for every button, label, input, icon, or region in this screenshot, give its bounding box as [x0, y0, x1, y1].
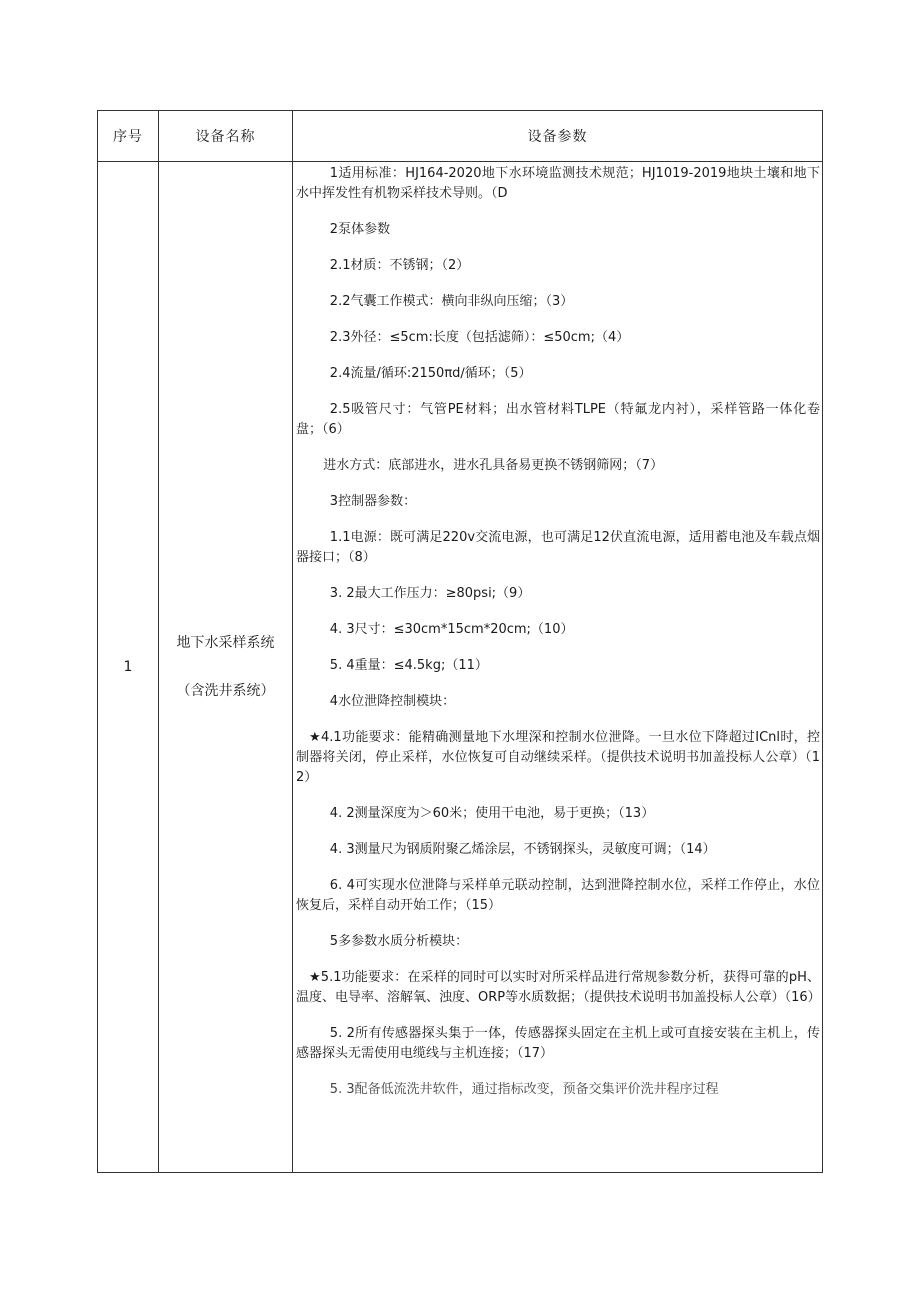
equipment-name-line1: 地下水采样系统 — [176, 635, 275, 651]
row-params — [293, 162, 823, 1173]
param-line: 2.5吸管尺寸：气管PE材料；出水管材料TLPE（特氟龙内衬），采样管路一体化卷盘；（6） — [296, 402, 820, 437]
param-line: 6. 4可实现水位泄降与采样单元联动控制，达到泄降控制水位，采样工作停止，水位恢复后，采样自动开始工作；（15） — [296, 878, 820, 913]
table-row — [98, 162, 823, 1173]
equipment-name-line2: （含洗井系统） — [176, 683, 275, 699]
param-line: 4水位泄降控制模块： — [329, 694, 456, 709]
param-line: 1适用标准：HJ164-2020地下水环境监测技术规范；HJ1019-2019地块土壤和地下水中挥发性有机物采样技术导则。（D — [296, 166, 820, 201]
param-line: 2.3外径：≤5cm:长度（包括滤筛）：≤50cm;（4） — [329, 330, 630, 345]
param-line: 5. 2所有传感器探头集于一体，传感器探头固定在主机上或可直接安装在主机上，传感器探头无需使用电缆线与主机连接；（17） — [296, 1026, 820, 1061]
row-num: 1 — [98, 162, 159, 1173]
param-line: 3. 2最大工作压力：≥80psi;（9） — [329, 586, 531, 601]
param-line: 4. 3尺寸：≤30cm*15cm*20cm;（10） — [329, 622, 574, 637]
equipment-spec-table — [97, 110, 823, 1173]
param-line: 2.2气囊工作模式：横向非纵向压缩；（3） — [329, 294, 574, 309]
table-header-row — [98, 111, 823, 162]
header-num: 序号 — [98, 111, 159, 162]
param-line: 2.4流量/循环:2150πd∕循环；（5） — [329, 366, 532, 381]
header-params: 设备参数 — [293, 111, 823, 162]
param-line: 2泵体参数 — [329, 222, 391, 237]
param-line: 5. 4重量：≤4.5kg;（11） — [329, 658, 488, 673]
param-line: 1.1电源：既可满足220v交流电源，也可满足12伏直流电源，适用蓄电池及车载点烟器接口；（8） — [296, 530, 820, 565]
param-line: 4. 2测量深度为＞60米；使用干电池，易于更换；（13） — [329, 806, 655, 821]
row-equipment-name — [159, 162, 293, 1173]
param-line: ★4.1功能要求：能精确测量地下水埋深和控制水位泄降。一旦水位下降超过ICnl时，控制器将关闭，停止采样，水位恢复可自动继续采样。（提供技术说明书加盖投标人公章）（12） — [296, 730, 820, 785]
header-name: 设备名称 — [159, 111, 293, 162]
param-line: 5多参数水质分析模块： — [329, 934, 469, 949]
param-line: 3控制器参数： — [329, 494, 417, 509]
param-line: 5. 3配备低流洗井软件，通过指标改变，预备交集评价洗井程序过程 — [329, 1082, 719, 1097]
param-line: 进水方式：底部进水，进水孔具备易更换不锈钢筛网；（7） — [323, 458, 664, 473]
param-line: ★5.1功能要求：在采样的同时可以实时对所采样品进行常规参数分析，获得可靠的pH、温度、电导率、溶解氧、浊度、ORP等水质数据；（提供技术说明书加盖投标人公章）（16） — [296, 970, 821, 1005]
param-line: 2.1材质：不锈钢；（2） — [329, 258, 470, 273]
param-line: 4. 3测量尺为钢质附聚乙烯涂层，不锈钢探头，灵敏度可调；（14） — [329, 842, 716, 857]
